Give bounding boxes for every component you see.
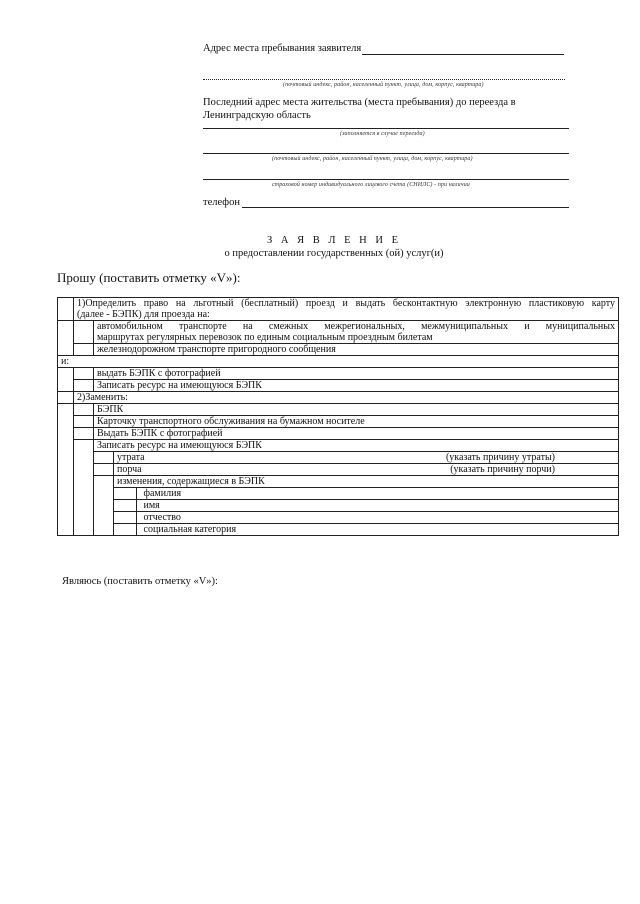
- table-row: [58, 298, 619, 321]
- patronymic-label: отчество: [143, 512, 181, 523]
- checkbox-social-category[interactable]: [114, 524, 137, 535]
- last-address-line1: Последний адрес места жительства (места пребывания) до переезда в: [203, 97, 516, 108]
- checkbox-record-resource-2[interactable]: [74, 440, 94, 536]
- checkbox-issue-photo[interactable]: [74, 368, 94, 380]
- surname-label: фамилия: [143, 488, 182, 499]
- address-stay-field-2[interactable]: [203, 79, 565, 80]
- table-row: [58, 344, 619, 356]
- changes-cell: изменения, содержащиеся в БЭПК: [114, 476, 619, 488]
- checkbox-patronymic[interactable]: [114, 512, 137, 523]
- social-category-label: социальная категория: [143, 524, 237, 535]
- last-address-field-2[interactable]: [203, 153, 569, 154]
- checkbox-loss[interactable]: [94, 452, 114, 464]
- spacer-cell: [58, 321, 74, 356]
- patronymic-cell: [114, 512, 619, 524]
- last-address-field[interactable]: [203, 128, 569, 129]
- table-row: [58, 452, 619, 464]
- address-stay-label: Адрес места пребывания заявителя: [203, 43, 362, 54]
- table-row: [58, 404, 619, 416]
- rail-cell: железнодорожном транспорте пригородного сообщения: [94, 344, 619, 356]
- page-title: З А Я В Л Е Н И Е: [267, 235, 401, 246]
- checkbox-changes[interactable]: [94, 476, 114, 536]
- checkbox-auto[interactable]: [74, 321, 94, 344]
- damage-cell: [114, 464, 619, 476]
- table-row: [58, 356, 619, 368]
- page-subtitle: о предоставлении государственных (ой) услуг(и): [224, 248, 444, 259]
- table-row: [58, 380, 619, 392]
- checkbox-bepk[interactable]: [74, 404, 94, 416]
- spacer-cell: [58, 368, 74, 392]
- footer-label: Являюсь (поставить отметку «V»):: [62, 576, 218, 587]
- checkbox-section2[interactable]: [58, 392, 74, 404]
- table-row: [58, 500, 619, 512]
- checkbox-section1[interactable]: [58, 298, 74, 321]
- checkbox-paper-card[interactable]: [74, 416, 94, 428]
- social-category-cell: [114, 524, 619, 536]
- snils-field[interactable]: [203, 179, 569, 180]
- surname-cell: [114, 488, 619, 500]
- section1-line1: 1)Определить право на льготный (бесплатный) проезд и выдать бесконтактную электронную пластиковую карту: [77, 298, 615, 309]
- checkbox-damage[interactable]: [94, 464, 114, 476]
- name-cell: [114, 500, 619, 512]
- table-row: [58, 416, 619, 428]
- issue-photo-cell: выдать БЭПК с фотографией: [94, 368, 619, 380]
- section1-cell: [74, 298, 619, 321]
- auto-line2: маршрутах регулярных перевозок по единым социальным проездным билетам: [97, 332, 433, 343]
- checkbox-record-resource[interactable]: [74, 380, 94, 392]
- paper-card-cell: Карточку транспортного обслуживания на бумажном носителе: [94, 416, 619, 428]
- table-row: [58, 488, 619, 500]
- address-stay-field[interactable]: [362, 54, 564, 55]
- damage-label: порча: [117, 464, 142, 475]
- checkbox-rail[interactable]: [74, 344, 94, 356]
- loss-label: утрата: [117, 452, 145, 463]
- checkbox-name[interactable]: [114, 500, 137, 511]
- section2-cell: 2)Заменить:: [74, 392, 619, 404]
- loss-reason-hint: (указать причину утраты): [445, 452, 555, 463]
- issue-photo-2-cell: Выдать БЭПК с фотографией: [94, 428, 619, 440]
- table-row: [58, 464, 619, 476]
- auto-cell: [94, 321, 619, 344]
- name-label: имя: [143, 500, 160, 511]
- last-address-line2: Ленинградскую область: [203, 110, 311, 121]
- table-row: [58, 392, 619, 404]
- record-resource-2-cell: Записать ресурс на имеющуюся БЭПК: [94, 440, 619, 452]
- snils-hint: страховой номер индивидуального лицевого счета (СНИЛС) - при наличии: [272, 182, 470, 188]
- and-cell: и:: [58, 356, 619, 368]
- services-table: [57, 297, 619, 536]
- auto-line1: автомобильном транспорте на смежных межрегиональных, межмуниципальных и муниципальных: [97, 321, 615, 332]
- table-row: [58, 524, 619, 536]
- damage-reason-hint: (указать причину порчи): [450, 464, 555, 475]
- table-row: [58, 321, 619, 344]
- fill-if-moved-hint: (заполняется в случае переезда): [340, 131, 425, 137]
- table-row: [58, 368, 619, 380]
- table-row: [58, 428, 619, 440]
- spacer-cell: [58, 404, 74, 536]
- bepk-cell: БЭПК: [94, 404, 619, 416]
- table-row: [58, 512, 619, 524]
- table-row: [58, 440, 619, 452]
- table-row: [58, 476, 619, 488]
- checkbox-surname[interactable]: [114, 488, 137, 499]
- phone-field[interactable]: [242, 207, 569, 208]
- phone-label: телефон: [203, 197, 240, 208]
- section1-line2: (далее - БЭПК) для проезда на:: [77, 309, 210, 320]
- address-hint: (почтовый индекс, район, населенный пункт, улица, дом, корпус, квартира): [283, 82, 484, 88]
- address-hint-2: (почтовый индекс, район, населенный пункт, улица, дом, корпус, квартира): [272, 156, 473, 162]
- record-resource-cell: Записать ресурс на имеющуюся БЭПК: [94, 380, 619, 392]
- checkbox-issue-photo-2[interactable]: [74, 428, 94, 440]
- loss-cell: [114, 452, 619, 464]
- request-label: Прошу (поставить отметку «V»):: [57, 270, 241, 285]
